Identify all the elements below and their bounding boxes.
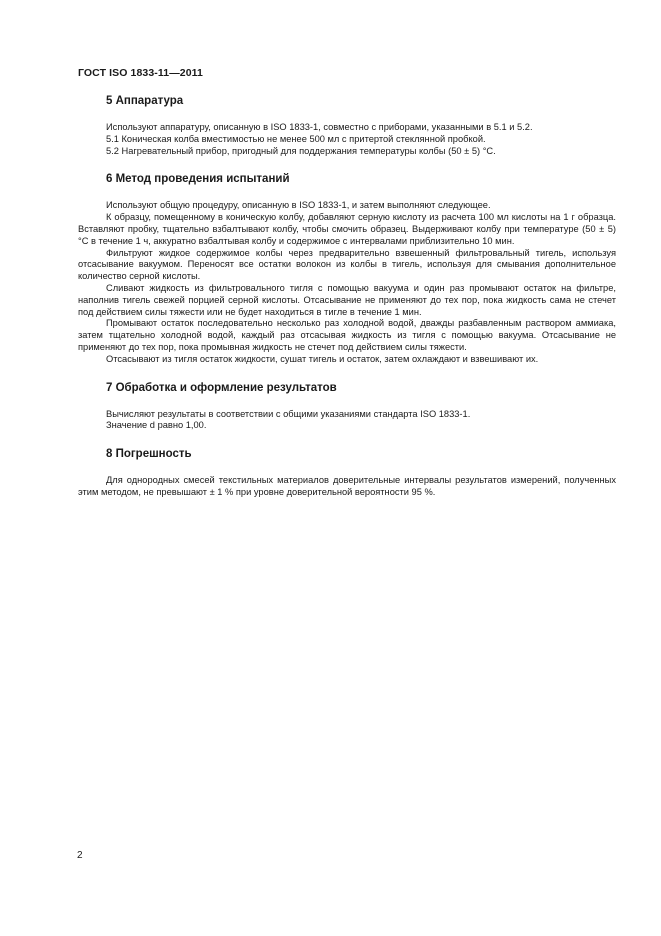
paragraph: Для однородных смесей текстильных материалов доверительные интервалы результатов измерений, полученных этим методом, не превышают ± 1 % при уровне доверительной вероятности 95 %. [78, 475, 616, 497]
paragraph: Сливают жидкость из фильтровального тигля с помощью вакуума и один раз промывают остаток на фильтре, наполнив тигель свежей порцией серной кислоты. Отсасывание не применяют до тех пор, пока жидкость сама не стечет под действием силы тяжести или не будет находиться в тигле в течение 1 мин. [78, 282, 616, 317]
paragraph: К образцу, помещенному в коническую колбу, добавляют серную кислоту из расчета 100 мл кислоты на 1 г образца. Вставляют пробку, тщательно взбалтывают колбу, чтобы смочить образец. Выдерживают колбу при температуре (50 ± 5) °С в течение 1 ч, аккуратно взбалтывая колбу и содержимое с интервалами приблизительно 10 мин. [78, 212, 616, 246]
section-error [78, 446, 616, 499]
document-header: ГОСТ ISO 1833-11—2011 [78, 67, 203, 79]
section-heading: 7 Обработка и оформление результатов [106, 381, 337, 394]
paragraph: Промывают остаток последовательно несколько раз холодной водой, дважды разбавленным раствором аммиака, затем тщательно холодной водой, каждый раз отсасывая жидкость из тигля с помощью вакуума. Отсасывание не применяют до тех пор, пока промывная жидкость не стечет под действием силы тяжести. [78, 318, 616, 352]
list-item: 5.2 Нагревательный прибор, пригодный для поддержания температуры колбы (50 ± 5) °С. [106, 145, 496, 156]
paragraph: Отсасывают из тигля остаток жидкости, сушат тигель и остаток, затем охлаждают и взвешивают их. [106, 353, 539, 364]
section-heading: 5 Аппаратура [106, 95, 184, 107]
paragraph: Используют аппаратуру, описанную в ISO 1833-1, совместно с приборами, указанными в 5.1 и 5.2. [106, 122, 533, 132]
section-test-method [78, 171, 616, 365]
paragraph: Значение d равно 1,00. [106, 420, 207, 431]
paragraph: Используют общую процедуру, описанную в ISO 1833-1, и затем выполняют следующее. [106, 200, 491, 211]
list-item: 5.1 Коническая колба вместимостью не менее 500 мл с притертой стеклянной пробкой. [106, 133, 486, 144]
section-apparatus [78, 93, 616, 157]
document-body [78, 93, 616, 499]
section-results [78, 380, 616, 433]
section-heading: 6 Метод проведения испытаний [106, 173, 290, 186]
page-number: 2 [77, 850, 83, 861]
paragraph: Фильтруют жидкое содержимое колбы через предварительно взвешенный фильтровальный тигель, используя отсасывание вакуумом. Переносят все остатки волокон из колбы в тигель, используя для смывания дополнительное количество серной кислоты. [78, 247, 616, 282]
section-heading: 8 Погрешность [106, 448, 192, 461]
paragraph: Вычисляют результаты в соответствии с общими указаниями стандарта ISO 1833-1. [106, 408, 471, 419]
